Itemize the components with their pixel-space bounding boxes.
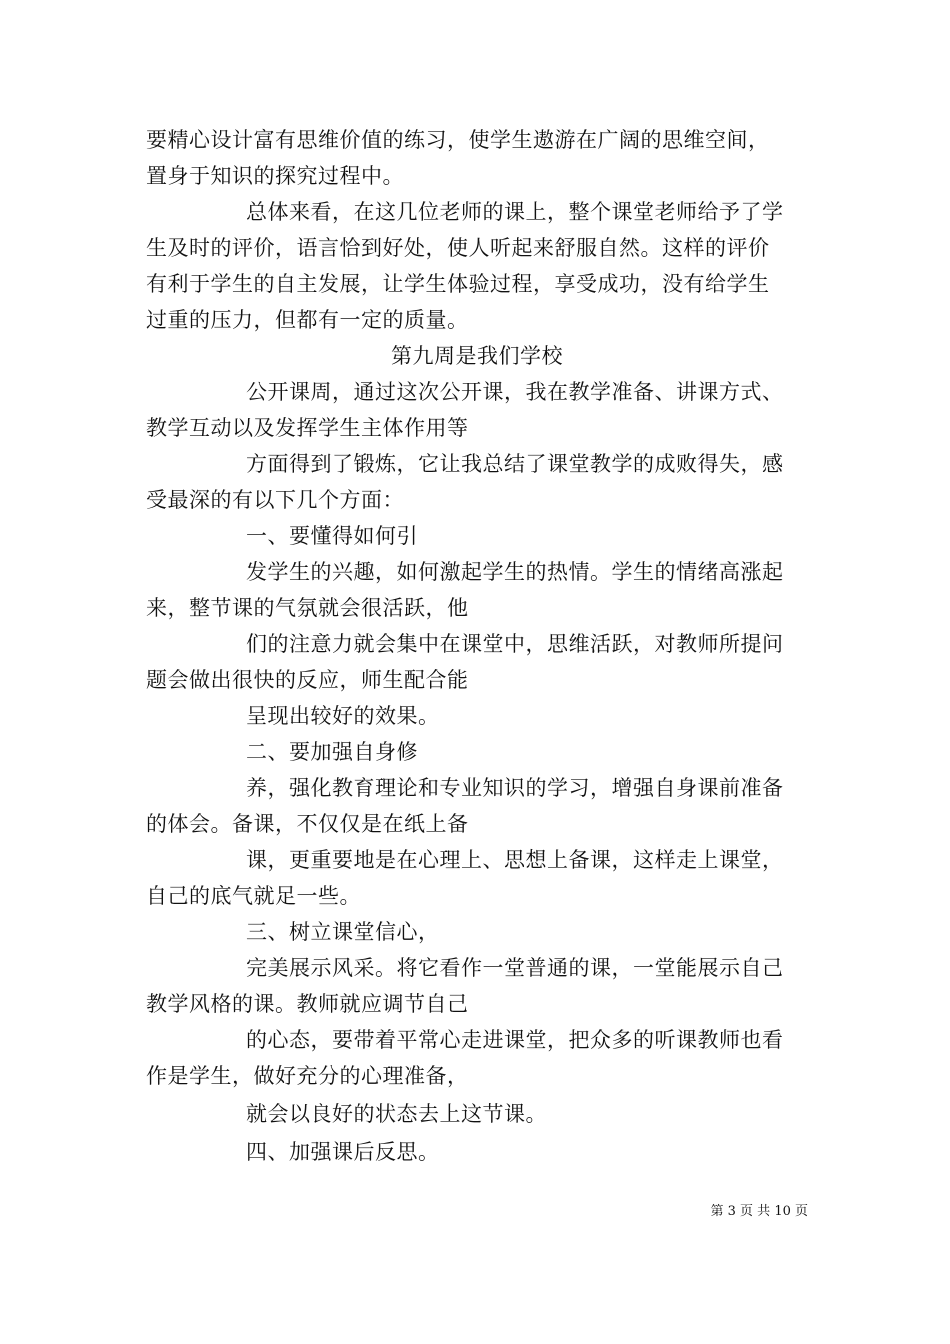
text-line: 置身于知识的探究过程中。 [146,164,404,188]
text-line: 作是学生，做好充分的心理准备， [146,1064,469,1088]
text-line: 课，更重要地是在心理上、思想上备课，这样走上课堂， [246,848,784,872]
text-line: 来，整节课的气氛就会很活跃，他 [146,596,469,620]
text-line: 教学风格的课。教师就应调节自己 [146,992,469,1016]
section-heading: 第九周是我们学校 [391,344,563,368]
text-line: 呈现出较好的效果。 [246,704,440,728]
page-number-footer: 第 3 页 共 10 页 [710,1204,808,1219]
text-line: 要精心设计富有思维价值的练习，使学生遨游在广阔的思维空间， [146,128,770,152]
text-line: 四、加强课后反思。 [246,1140,440,1164]
text-line: 就会以良好的状态去上这节课。 [246,1102,547,1126]
text-line: 的心态，要带着平常心走进课堂，把众多的听课教师也看 [246,1028,784,1052]
text-line: 教学互动以及发挥学生主体作用等 [146,416,469,440]
text-line: 受最深的有以下几个方面： [146,488,404,512]
text-line: 完美展示风采。将它看作一堂普通的课，一堂能展示自己 [246,956,784,980]
text-line: 的体会。备课，不仅仅是在纸上备 [146,812,469,836]
document-body [146,122,808,1170]
text-line: 公开课周，通过这次公开课，我在教学准备、讲课方式、 [246,380,784,404]
text-line: 题会做出很快的反应，师生配合能 [146,668,469,692]
text-line: 二、要加强自身修 [246,740,418,764]
text-line: 有利于学生的自主发展，让学生体验过程，享受成功，没有给学生 [146,272,770,296]
text-line: 养，强化教育理论和专业知识的学习，增强自身课前准备 [246,776,784,800]
text-line: 三、树立课堂信心， [246,920,440,944]
text-line: 生及时的评价，语言恰到好处，使人听起来舒服自然。这样的评价 [146,236,770,260]
text-line: 方面得到了锻炼，它让我总结了课堂教学的成败得失，感 [246,452,784,476]
text-line: 发学生的兴趣，如何激起学生的热情。学生的情绪高涨起 [246,560,784,584]
text-line: 一、要懂得如何引 [246,524,418,548]
text-line: 自己的底气就足一些。 [146,884,361,908]
text-line: 们的注意力就会集中在课堂中，思维活跃，对教师所提问 [246,632,784,656]
text-line: 过重的压力，但都有一定的质量。 [146,308,469,332]
text-line: 总体来看，在这几位老师的课上，整个课堂老师给予了学 [246,200,784,224]
